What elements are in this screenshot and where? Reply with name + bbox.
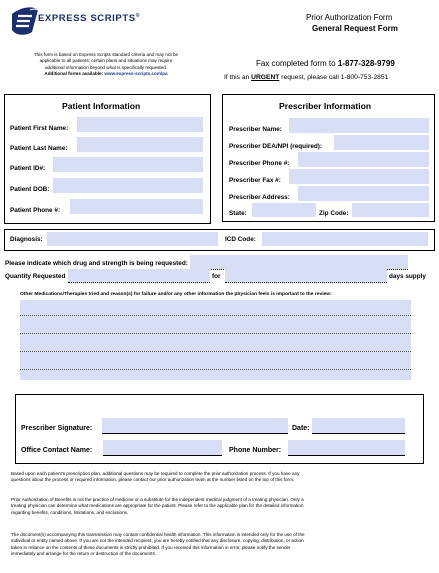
- date-label: Date:: [292, 425, 310, 432]
- other-medications-field[interactable]: [20, 300, 411, 380]
- patient-phone-field[interactable]: [70, 199, 203, 214]
- disclaimer-line: This form is based on Express Scripts standard criteria and may not be: [33, 52, 179, 57]
- state-field[interactable]: [252, 203, 316, 217]
- prescriber-signature-label: Prescriber Signature:: [21, 425, 93, 432]
- prescriber-section-title: Prescriber Information: [279, 101, 372, 111]
- patient-section-title: Patient Information: [62, 101, 141, 111]
- other-medications-line: [20, 351, 411, 352]
- disclaimer-line: applicable to all patients; certain plans and situations may require: [39, 58, 173, 64]
- patient-first-name-field[interactable]: [77, 117, 203, 132]
- prescriber-fax-field[interactable]: [289, 169, 429, 184]
- footer-paragraph-questions: [11, 471, 435, 484]
- footer-paragraph-medical-judgment: [11, 497, 435, 516]
- patient-dob-field[interactable]: [53, 178, 203, 193]
- footer-line: Based upon each patient's prescription plan, additional questions may be required to complete the prior authorization process. If you have any: [11, 471, 300, 476]
- urgent-instruction: If this an URGENT request, please call 1-800-753-2851: [224, 74, 389, 81]
- patient-last-name-field[interactable]: [77, 137, 203, 152]
- days-supply-label: days supply: [389, 273, 426, 280]
- drug-request-prompt: Please indicate which drug and strength is being requested:: [5, 260, 188, 267]
- form-subtitle: General Request Form: [312, 24, 398, 33]
- icd-code-label: ICD Code:: [225, 236, 256, 243]
- zip-code-field[interactable]: [352, 203, 429, 217]
- signature-underline: [102, 433, 288, 434]
- for-label: for: [212, 273, 221, 280]
- icd-code-field[interactable]: [262, 232, 428, 246]
- days-supply-underline: [225, 282, 387, 283]
- contact-underline: [103, 455, 222, 456]
- office-contact-name-label: Office Contact Name:: [21, 447, 93, 454]
- footer-line: taken in reliance on the contents of these documents is strictly prohibited. If you received this information in error, please notify the sender: [11, 544, 291, 550]
- prescriber-name-label: Prescriber Name:: [229, 126, 282, 133]
- patient-dob-label: Patient DOB:: [10, 186, 50, 193]
- diagnosis-label: Diagnosis:: [10, 236, 43, 243]
- fax-number: 1-877-328-9799: [337, 59, 395, 68]
- form-title: Prior Authorization Form: [306, 13, 393, 22]
- prescriber-signature-field[interactable]: [102, 418, 288, 433]
- phone-number-field[interactable]: [288, 440, 405, 455]
- footer-line: immediately and arrange for the return or destruction of the documents.: [11, 551, 157, 557]
- disclaimer-line: additional information beyond what is specifically requested.: [44, 64, 168, 70]
- diagnosis-field[interactable]: [47, 232, 218, 246]
- brand-name: EXPRESS SCRIPTS®: [38, 13, 140, 25]
- footer-line: individual or entity named above. If you are not the intended recipient, you are hereby notified that any disclosure, copying, distribution, or action: [11, 538, 304, 544]
- office-contact-name-field[interactable]: [103, 440, 222, 455]
- patient-first-name-label: Patient First Name:: [10, 125, 69, 132]
- prescriber-address-label: Prescriber Address:: [229, 194, 290, 201]
- footer-paragraph-confidentiality: [11, 532, 435, 558]
- footer-line: questions about the process or required information, please contact our prior authorization team at the number listed on the top of this form.: [11, 477, 295, 483]
- drug-strength-field[interactable]: [190, 255, 408, 269]
- other-medications-line: [20, 369, 411, 370]
- prescriber-phone-label: Prescriber Phone #:: [229, 160, 290, 167]
- footer-line: Prior Authorization of Benefits is not the practice of medicine or a substitute for the independent medical judgment of a treating physician. Only a: [11, 497, 304, 502]
- quantity-field[interactable]: [68, 269, 210, 282]
- footer-line: regarding benefits, conditions, limitations, and exclusions.: [11, 509, 129, 515]
- prescriber-phone-field[interactable]: [298, 152, 429, 167]
- state-label: State:: [229, 210, 247, 217]
- days-supply-field[interactable]: [225, 269, 387, 282]
- prescriber-name-field[interactable]: [289, 118, 429, 133]
- quantity-requested-label: Quantity Requested: [5, 273, 66, 280]
- patient-id-field[interactable]: [53, 157, 203, 172]
- quantity-underline: [68, 282, 210, 283]
- prescriber-address-field[interactable]: [298, 186, 429, 201]
- phone-underline: [288, 455, 405, 456]
- additional-forms: Additional forms available: www.express-scripts.com/pa: [44, 71, 168, 77]
- patient-last-name-label: Patient Last Name:: [10, 145, 68, 152]
- prescriber-dea-npi-field[interactable]: [334, 135, 429, 150]
- date-field[interactable]: [312, 418, 405, 433]
- other-medications-prompt: Other Medications/Therapies tried and reason(s) for failure and/or any other information the physician feels is important to the review:: [20, 292, 332, 297]
- patient-phone-label: Patient Phone #:: [10, 207, 61, 214]
- footer-line: The document(s) accompanying this transmission may contain confidential health information. This information is intended only for the use of the: [11, 532, 305, 537]
- patient-id-label: Patient ID#:: [10, 165, 46, 172]
- forms-link[interactable]: www.express-scripts.com/pa: [104, 71, 168, 77]
- prescriber-dea-npi-label: Prescriber DEA/NPI (required):: [229, 143, 323, 150]
- phone-number-label: Phone Number:: [229, 447, 282, 454]
- footer-line: treating physician can determine what medications are appropriate for the patient. Please refer to the applicable plan for the detailed information: [11, 503, 304, 509]
- fax-instruction: Fax completed form to 1-877-328-9799: [256, 59, 395, 68]
- other-medications-line: [20, 333, 411, 334]
- disclaimer: [16, 52, 196, 78]
- prescriber-fax-label: Prescriber Fax #:: [229, 177, 281, 184]
- date-underline: [312, 433, 405, 434]
- zip-code-label: Zip Code:: [319, 210, 349, 217]
- other-medications-line: [20, 315, 411, 316]
